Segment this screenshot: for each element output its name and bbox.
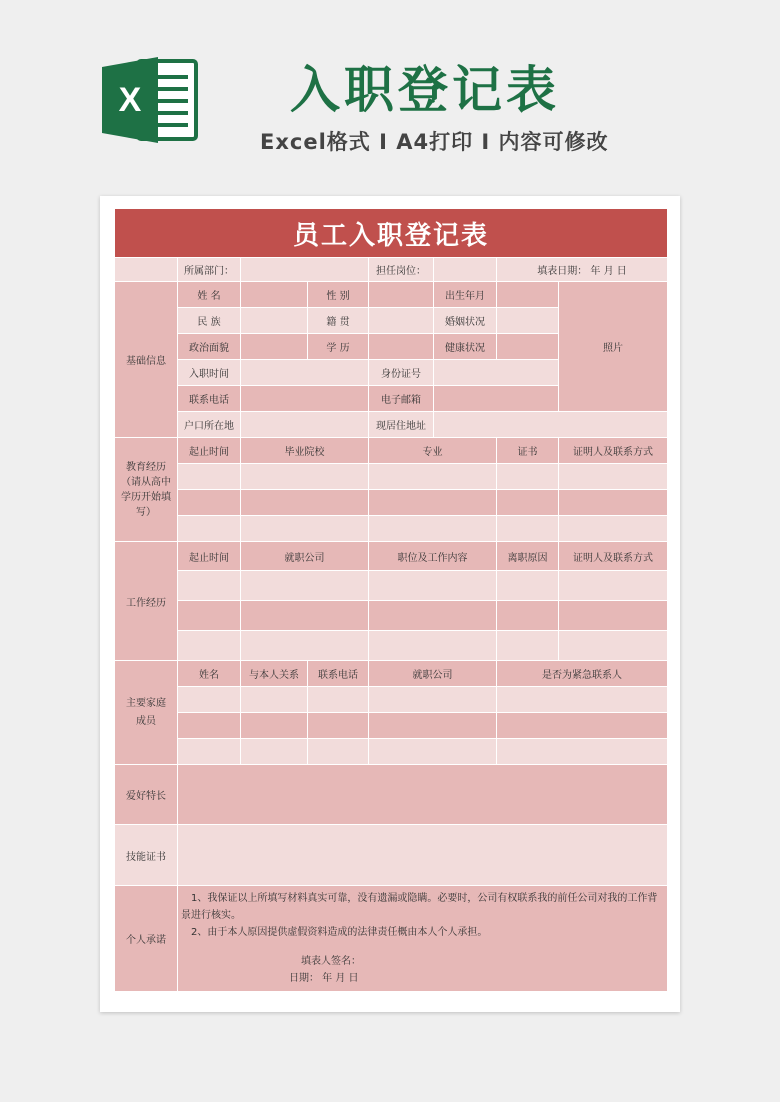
cell[interactable] (241, 464, 369, 490)
form-title: 员工入职登记表 (115, 209, 668, 258)
health-label: 健康状况 (434, 334, 497, 360)
phone-label: 联系电话 (178, 386, 241, 412)
cell[interactable] (559, 601, 668, 631)
edu-col-period: 起止时间 (178, 438, 241, 464)
pledge-label: 个人承诺 (115, 886, 178, 992)
cell[interactable] (241, 490, 369, 516)
edu-col-cert: 证书 (497, 438, 559, 464)
cell[interactable] (497, 713, 668, 739)
address-label: 现居住地址 (369, 412, 434, 438)
family-col-phone: 联系电话 (308, 661, 369, 687)
marital-label: 婚姻状况 (434, 308, 497, 334)
id-label: 身份证号 (369, 360, 434, 386)
pledge-line-2: 2、由于本人原因提供虚假资料造成的法律责任概由本人个人承担。 (191, 927, 488, 938)
pledge-line-1: 1、我保证以上所填写材料真实可靠，没有遗漏或隐瞒。必要时，公司有权联系我的前任公司对我的工作背景进行核实。 (181, 893, 658, 921)
page-headline: 入职登记表 (290, 61, 560, 119)
work-row (115, 601, 668, 631)
fill-date: 填表日期： 年 月 日 (497, 258, 668, 282)
cell[interactable] (369, 516, 497, 542)
native-label: 籍 贯 (308, 308, 369, 334)
cell[interactable] (241, 516, 369, 542)
cell[interactable] (497, 739, 668, 765)
native-field[interactable] (369, 308, 434, 334)
email-field[interactable] (434, 386, 559, 412)
work-col-period: 起止时间 (178, 542, 241, 571)
family-row (115, 687, 668, 713)
cell[interactable] (178, 631, 241, 661)
name-label: 姓 名 (178, 282, 241, 308)
work-row (115, 571, 668, 601)
family-row (115, 713, 668, 739)
marital-field[interactable] (497, 308, 559, 334)
cell[interactable] (241, 631, 369, 661)
dept-field[interactable] (241, 258, 369, 282)
id-field[interactable] (434, 360, 559, 386)
gender-field[interactable] (369, 282, 434, 308)
education-field[interactable] (369, 334, 434, 360)
edu-row (115, 464, 668, 490)
health-field[interactable] (497, 334, 559, 360)
cell[interactable] (241, 687, 308, 713)
basic-section-label: 基础信息 (115, 282, 178, 438)
cell[interactable] (559, 490, 668, 516)
gender-label: 性 别 (308, 282, 369, 308)
cell[interactable] (178, 571, 241, 601)
page-subtitle: Excel格式 I A4打印 I 内容可修改 (260, 130, 609, 154)
join-date-field[interactable] (241, 360, 369, 386)
cell[interactable] (497, 516, 559, 542)
work-section-label: 工作经历 (115, 542, 178, 661)
pledge-content[interactable] (178, 886, 668, 992)
cell[interactable] (369, 631, 497, 661)
cell[interactable] (497, 490, 559, 516)
cell[interactable] (178, 687, 241, 713)
name-field[interactable] (241, 282, 308, 308)
work-col-company: 就职公司 (241, 542, 369, 571)
cell[interactable] (178, 601, 241, 631)
family-col-relation: 与本人关系 (241, 661, 308, 687)
edu-col-major: 专业 (369, 438, 497, 464)
family-col-company: 就职公司 (369, 661, 497, 687)
political-label: 政治面貌 (178, 334, 241, 360)
edu-row (115, 490, 668, 516)
cell[interactable] (178, 464, 241, 490)
family-col-emergency: 是否为紧急联系人 (497, 661, 668, 687)
cell[interactable] (369, 713, 497, 739)
position-label: 担任岗位： (369, 258, 434, 282)
cell[interactable] (497, 631, 559, 661)
cell[interactable] (308, 687, 369, 713)
skills-field[interactable] (178, 825, 668, 886)
education-label: 学 历 (308, 334, 369, 360)
cell[interactable] (241, 713, 308, 739)
work-row (115, 631, 668, 661)
hukou-label: 户口所在地 (178, 412, 241, 438)
cell[interactable] (559, 464, 668, 490)
hobby-field[interactable] (178, 765, 668, 825)
work-col-duties: 职位及工作内容 (369, 542, 497, 571)
cell[interactable] (369, 687, 497, 713)
work-col-leave-reason: 离职原因 (497, 542, 559, 571)
edu-row (115, 516, 668, 542)
cell[interactable] (178, 516, 241, 542)
edu-col-school: 毕业院校 (241, 438, 369, 464)
work-col-reference: 证明人及联系方式 (559, 542, 668, 571)
cell[interactable] (178, 739, 241, 765)
cell[interactable] (241, 601, 369, 631)
cell[interactable] (497, 601, 559, 631)
ethnic-field[interactable] (241, 308, 308, 334)
family-col-name: 姓名 (178, 661, 241, 687)
cell[interactable] (497, 464, 559, 490)
cell[interactable] (559, 631, 668, 661)
cell[interactable] (241, 571, 369, 601)
cell[interactable] (369, 601, 497, 631)
email-label: 电子邮箱 (369, 386, 434, 412)
position-field[interactable] (434, 258, 497, 282)
family-section-label: 主要家庭成员 (115, 661, 178, 765)
cell[interactable] (369, 490, 497, 516)
cell[interactable] (308, 739, 369, 765)
edu-section-label: 教育经历（请从高中学历开始填写） (115, 438, 178, 542)
cell[interactable] (497, 687, 668, 713)
cell[interactable] (369, 739, 497, 765)
phone-field[interactable] (241, 386, 369, 412)
excel-logo-icon (100, 55, 200, 145)
family-row (115, 739, 668, 765)
hobby-label: 爱好特长 (115, 765, 178, 825)
pledge-date: 日期： 年 月 日 (289, 973, 359, 984)
cell[interactable] (178, 490, 241, 516)
signature-label: 填表人签名： (301, 956, 361, 967)
cell[interactable] (369, 571, 497, 601)
dept-label: 所属部门： (178, 258, 241, 282)
svg-text:X: X (118, 81, 142, 119)
political-field[interactable] (241, 334, 308, 360)
registration-form (114, 208, 668, 992)
cell[interactable] (559, 516, 668, 542)
ethnic-label: 民 族 (178, 308, 241, 334)
address-field[interactable] (434, 412, 668, 438)
edu-col-reference: 证明人及联系方式 (559, 438, 668, 464)
cell[interactable] (241, 739, 308, 765)
cell[interactable] (369, 464, 497, 490)
cell[interactable] (178, 713, 241, 739)
birth-label: 出生年月 (434, 282, 497, 308)
photo-cell[interactable]: 照片 (559, 282, 668, 412)
cell[interactable] (308, 713, 369, 739)
cell[interactable] (497, 571, 559, 601)
birth-field[interactable] (497, 282, 559, 308)
skills-label: 技能证书 (115, 825, 178, 886)
cell[interactable] (559, 571, 668, 601)
join-date-label: 入职时间 (178, 360, 241, 386)
cell[interactable] (115, 258, 178, 282)
hukou-field[interactable] (241, 412, 369, 438)
